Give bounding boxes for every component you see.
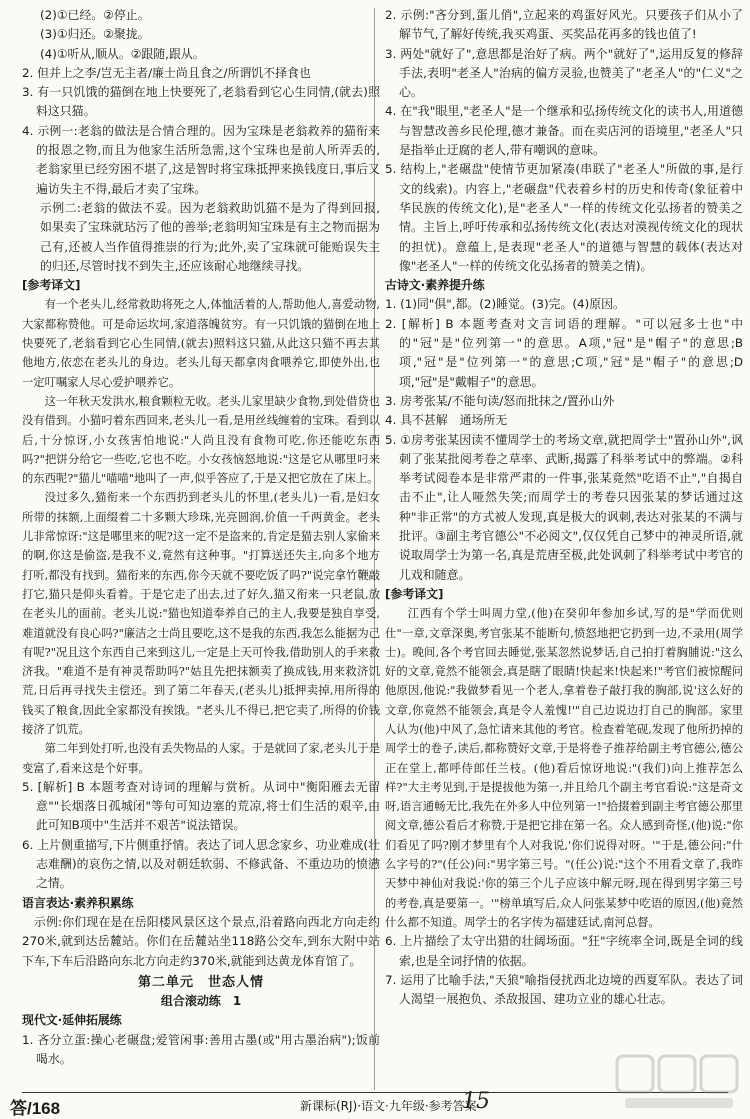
section-heading: 现代文·延伸拓展练 [22, 1013, 122, 1028]
answer-item: 3. 房考张某/不能句读/怒而批抹之/置孙山外 [385, 393, 615, 408]
section-heading: 语言表达·素养积累练 [22, 895, 134, 910]
answer-item: 4. 在"我"眼里,"老圣人"是一个继承和弘扬传统文化的读书人,用道德与智慧改善乡民伦理,德才兼备。而在卖店河的语境里,"老圣人"只是指举止迂腐的老人,带有嘲讽的意味。 [385, 104, 743, 158]
answer-item: 5. 结构上,"老碾盘"使情节更加紧凑(串联了"老圣人"所做的事,是行文的线索)。内容上,"老碾盘"代表着乡村的历史和传奇(象征着中华民族的传统文化),是"老圣人"一样的传统文化弘扬者的赞美之情。主旨上,呼吁传承和弘扬传统文化(表达对漠视传统文化的现状的担忧)。意蕴上,是表现"老圣人"的道德与智慧的载体(表达对像"老圣人"一样的传统文化弘扬者的赞美之情)。 [385, 162, 743, 273]
handwritten-note: 15 [462, 1089, 490, 1114]
answer-item: 示例:你们现在是在岳阳楼风景区这个景点,沿着路向西北方向走约270米,就到达岳麓站。你们在岳麓站坐118路公交车,到东大附中站下车,下车后沿路向东北方向走约370米,就能到达黄龙体育馆了。 [22, 914, 380, 968]
answer-item: 2. 但并上之李/岂无主者/廉士尚且食之/所谓饥不择食也 [22, 65, 311, 80]
watermark-logo-icon [615, 1052, 740, 1110]
answer-item: (3)①归还。②聚拢。 [40, 27, 150, 42]
answer-item: 5. [解析] B 本题考查对诗词的理解与赏析。从词中"衡阳雁去无留意""长烟落日孤城闭"等句可知边塞的荒凉,将士们生活的艰辛,由此可知B项中"生活并不艰苦"说法错误。 [22, 779, 380, 833]
answer-item: 6. 上片描绘了太守出猎的壮阔场面。"狂"字统率全词,既是全词的线索,也是全词抒情的依据。 [385, 934, 743, 968]
answer-item: 5. ①房考张某因读不懂周学士的考场文章,就把周学士"置孙山外",讽刺了张某批阅考卷之草率、武断,揭露了科举考试中的弊端。②科举考试阅卷本是非常严肃的一件事,张某竟然"吃语不止","自揭自击不止",让人哑然失笑;而周学士的考卷只因张某的梦话通过这种"非正常"的方式被人发现,真是极大的讽刺,表达对张某的不满与批评。③副主考官德公"不必阅文",仅仅凭自己梦中的神灵所语,就说取周学士为第一名,真是荒唐至极,此处讽刺了科举考试中考官的儿戏和随意。 [385, 432, 743, 582]
translation-paragraph: 第二年到处打听,也没有丢失物品的人家。于是就回了家,老头儿于是变富了,看来这是个好事。 [22, 742, 380, 775]
ref-translation [385, 604, 743, 932]
section-heading: 古诗文·素养提升练 [385, 278, 485, 293]
ref-translation-heading: [参考译文] [22, 278, 81, 293]
answer-item: 4. 具不甚解 通场所无 [385, 413, 508, 428]
left-column [22, 6, 380, 1069]
answer-item: 6. 上片侧重描写,下片侧重抒情。表达了词人思念家乡、功业难成(壮志难酬)的哀伤之情,以及对朝廷软弱、不修武备、不重边功的愤懑之情。 [22, 837, 380, 891]
translation-paragraph: 这一年秋天发洪水,粮食颗粒无收。老头儿家里缺少食物,到处借贷也没有借到。小猫叼着东西回来,老头儿一看,是用丝线缠着的宝珠。看到以后,十分惊讶,小女孩害怕地说:"人尚且没有食物可吃,你还能吃东西吗?"把饼分给它一些吃,它也不吃。小女孩恼怒地说:"这是它从哪里叼来的东西呢?"猫儿"喵喵"地叫了一声,似乎答应了,于是又把它放在了床上。 [22, 394, 380, 486]
ref-translation-heading: [参考译文] [385, 586, 444, 601]
answer-item: (4)①听从,顺从。②跟随,跟从。 [40, 46, 205, 61]
answer-item: 3. 两处"就好了",意思都是治好了病。两个"就好了",运用反复的修辞手法,表明"老圣人"治病的偏方灵验,也赞美了"老圣人"的"仁义"之心。 [385, 46, 743, 100]
answer-item: 3. 有一只饥饿的猫倒在地上快要死了,老翁看到它心生同情,(就去)照料这只猫。 [22, 85, 380, 119]
translation-paragraph: 没过多久,猫衔来一个东西扔到老头儿的怀里,(老头儿)一看,是妇女所带的抹额,上面缀着二十多颗大珍珠,光亮圆润,价值一千两黄金。老头儿非常惊讶:"这是哪里来的呢?这一定不是盗来的,肯定是猫去别人家偷来的啊,你这是偷盗,是我不义,竟然有这种事。"打算送还失主,向多个地方打听,都没有找到。猫衔来的东西,你今天就不要吃饭了吗?"说完拿竹鞭敲打它,猫只是仰头看着。于是它走了出去,过了好久,猫又衔来一只老鼠,放在老头儿的面前。老头儿说:"猫也知道奉养自己的主人,我要是独自享受,难道就没有良心吗?"廉洁之士尚且要吃,这不是我的东西,我怎么能据为己有呢?"况且这个东西自己来到这儿,一定是上天可怜我,借助别人的手来救济我。"难道不是有神灵帮助吗?"姑且先把抹额卖了换成钱,用来救济饥荒,日后再寻找失主偿还。到了第二年春天,(老头儿)抵押卖掉,用所得的钱买了粮食,因此全家都没有挨饿。"老头儿不得已,把它卖了,所得的价钱接济了饥荒。 [22, 491, 380, 736]
unit-title: 第二单元 世态人情 [137, 974, 264, 990]
translation-paragraph: 有一个老头儿,经常救助将死之人,体恤活着的人,帮助他人,喜爱动物,大家都称赞他。可是命运坎坷,家道落魄贫穷。有一只饥饿的猫倒在地上快要死了,老翁看到它心生同情,(就去)照料这只猫,从此这只猫不再去其他地方,依恋在老头儿的身边。老头儿每天都拿肉食喂养它,即使外出,也一定叮嘱家人尽心爱护喂养它。 [22, 298, 380, 389]
answer-item: 1. 吝分立蛋:操心老碾盘;爱管闲事:善用古墨(或"用古墨治病");饭前喝水。 [22, 1032, 380, 1067]
answer-item: 2. 示例:"吝分到,蛋儿俏",立起来的鸡蛋好风光。只要孩子们从小了解节气,了解好传统,我买鸡蛋、买奖品花再多的钱也值了! [385, 8, 743, 42]
answer-item: 7. 运用了比喻手法,"天狼"喻指侵扰西北边境的西夏军队。表达了词人渴望一展抱负、杀敌报国、建功立业的雄心壮志。 [385, 972, 743, 1007]
footer-caption: 新课标(RJ)·语文·九年级·参考答案 [300, 1099, 477, 1113]
answer-item: 2. [解析] B 本题考查对文言词语的理解。"可以冠多士也"中的"冠"是"位列第一"的意思。A项,"冠"是"帽子"的意思;B项,"冠"是"位列第一"的意思;C项,"冠"是"帽子"的意思;D项,"冠"是"戴帽子"的意思。 [385, 316, 743, 389]
right-column [385, 6, 743, 1009]
answer-item: 1. (1)同"俱",都。(2)睡觉。(3)完。(4)原因。 [385, 297, 625, 312]
answer-item: 4. 示例一:老翁的做法是合情合理的。因为宝珠是老翁救养的猫衔来的报恩之物,而且为他家生活所急需,这个宝珠也是前人所弄丢的,老翁家里已经穷困不堪了,这是智时将宝珠抵押来换钱度日,事后又遍访失主不得,最后才卖了宝珠。 [22, 123, 380, 196]
ref-translation [22, 295, 380, 777]
answer-item: (2)①已经。②停止。 [40, 8, 150, 22]
translation-paragraph: 江西有个学士叫周力堂,(他)在癸卯年参加乡试,写的是"学而优则仕"一章,文章深奥,考官张某不能断句,愤怒地把它扔到一边,不录用(周学士)。晚间,各个考官回去睡觉,张某忽然说梦话,自己拍打着胸脯说:"这么好的文章,竟然不能领会,真是瞎了眼睛!快起来!快起来!"考官们被惊醒问他原因,他说:"我做梦看见一个老人,拿着卷子敲打我的胸部,说'这么好的文章,你竟然不能领会,真是令人羞愧!'"自己边说边打自己的胸部。家里人认为(他)中风了,急忙请来其他的考官。检查着笔砚,发现了他所扔掉的周学士的卷子,读后,都称赞好文章,于是将卷子推荐给副主考官德公,德公正在堂上,都呼侍郎任兰枝。(他)看后惊讶地说:"(我们)向上推荐怎么样?"大主考见到,于是提拔他为第一,并且给几个副主考官看说:"这是奇文呀,语言通畅无比,我先在外多人中位列第一!"拾掇着到副主考官德公那里阅文章,德公看后才称赞,于是把它排在第一名。众人感到奇怪,(他)说:"你们看见了吗?刚才梦里有个人对我说,'你们说得对呀。'"于是,德公问:"什么字号的?"(任公)问:"男字第三号。"(任公)说:"这个不用看文章了,我昨天梦中神仙对我说:'你的第三个儿子应该中解元呀,现在得到男字第三号的考卷,真是要第一。'"榜单填写后,众人问张某梦中吃语的原因,(他)竟然什么都不知道。周学士的名字传为福建廷试,南河总督。 [385, 607, 743, 929]
page-number: 答/168 [10, 1099, 61, 1118]
group-title: 组合滚动练 1 [160, 994, 242, 1009]
answer-item: 示例二:老翁的做法不妥。因为老翁救助饥猫不是为了得到回报,如果卖了宝珠就玷污了他的善举;老翁明知宝珠是有主之物而据为己有,还被人当作值得推崇的行为;此外,卖了宝珠就可能贻误失主的归还,尽管时找不到失主,还应该耐心地继续寻找。 [40, 200, 380, 273]
